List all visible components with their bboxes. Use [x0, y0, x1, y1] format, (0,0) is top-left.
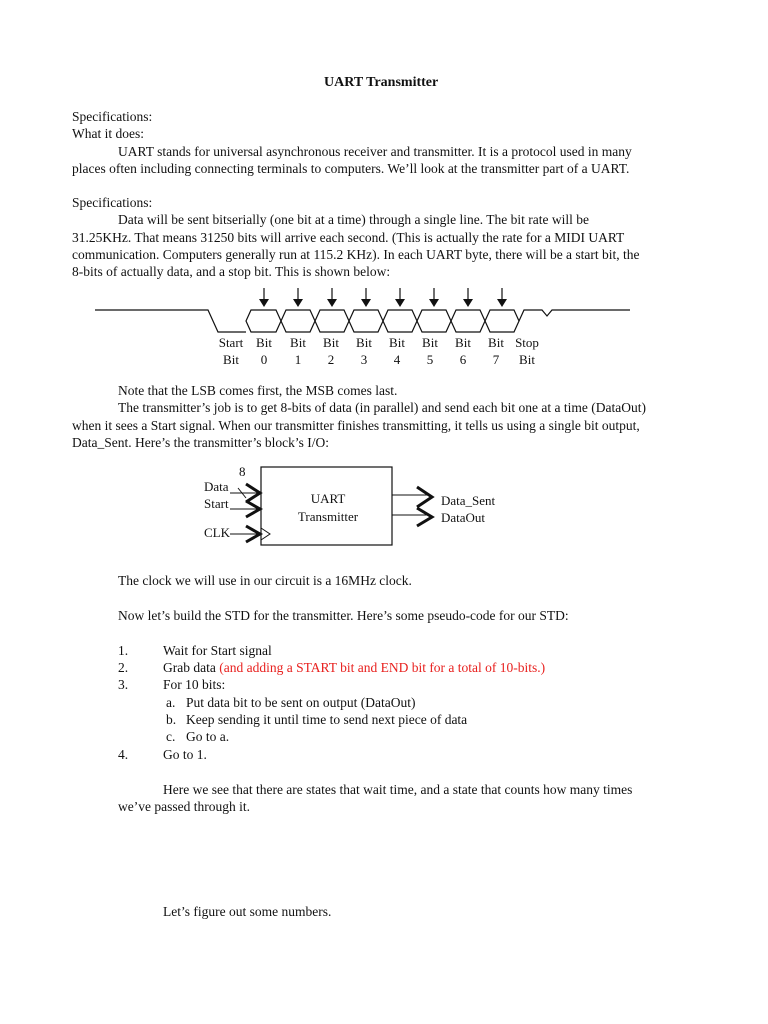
job-paragraph-line: Data_Sent. Here’s the transmitter’s block’s I/O: [72, 435, 329, 450]
sublist-item-letter: c. [166, 729, 176, 744]
list-item-text [163, 659, 545, 676]
wave-label-stop: Stop [515, 335, 539, 350]
wave-label-bit: Bit [323, 335, 339, 350]
input-data-label: Data [204, 479, 229, 494]
sublist-item-letter: a. [166, 695, 176, 710]
list-item-number: 3. [118, 677, 129, 692]
intro-paragraph-line: places often including connecting terminals to computers. We’ll look at the transmitter part of a UART. [72, 161, 630, 176]
wave-label-start: Start [218, 335, 244, 350]
specs-paragraph-line: communication. Computers generally run at 115.2 KHz). In each UART byte, there will be a start bit, the [72, 247, 640, 262]
lsb-note: Note that the LSB comes first, the MSB comes last. [118, 383, 398, 398]
bus-width-label: 8 [239, 464, 246, 479]
wave-label-bit: Bit [290, 335, 306, 350]
idle-line [95, 310, 246, 332]
wave-label-bit: 0 [260, 352, 268, 367]
wave-label-bit: 2 [327, 352, 335, 367]
input-start-label: Start [204, 496, 229, 511]
wave-label-bit: 1 [294, 352, 302, 367]
list-item-number: 1. [118, 643, 129, 658]
wave-label-start: Bit [223, 352, 239, 367]
wave-label-bit: Bit [256, 335, 272, 350]
specifications-heading: Specifications: [72, 195, 153, 210]
transmitter-block [261, 467, 392, 545]
wave-label-bit: 6 [459, 352, 467, 367]
list-item-number: 4. [118, 747, 129, 762]
sublist-item-letter: b. [166, 712, 177, 727]
states-paragraph-line: Here we see that there are states that wait time, and a state that counts how many times [163, 782, 633, 797]
specs-paragraph-line: Data will be sent bitserially (one bit at a time) through a single line. The bit rate will be [118, 212, 589, 227]
data-bit-cells [246, 310, 519, 332]
block-name-line2: Transmitter [297, 509, 359, 524]
input-clk-label: CLK [204, 525, 230, 540]
wave-label-bit: 3 [360, 352, 368, 367]
sublist-item-text: Keep sending it until time to send next piece of data [186, 712, 468, 727]
block-io-diagram [0, 460, 768, 560]
sublist-item-text: Put data bit to be sent on output (DataOut) [186, 695, 416, 710]
std-intro-paragraph: Now let’s build the STD for the transmitter. Here’s some pseudo-code for our STD: [118, 608, 569, 623]
list-item-text-plain: Grab data [163, 660, 220, 675]
wave-label-bit: 5 [426, 352, 434, 367]
output-data-sent-label: Data_Sent [441, 493, 496, 508]
stop-line [519, 310, 630, 321]
wave-label-bit: Bit [422, 335, 438, 350]
wave-label-bit: 4 [393, 352, 401, 367]
output-dataout-label: DataOut [441, 510, 486, 525]
uart-waveform-diagram [0, 282, 768, 392]
what-it-does-heading: What it does: [72, 126, 144, 141]
sublist-item-text: Go to a. [186, 729, 230, 744]
red-annotation: (and adding a START bit and END bit for a total of 10-bits.) [219, 660, 546, 675]
list-item-text: Wait for Start signal [163, 643, 272, 658]
wave-label-bit: Bit [455, 335, 471, 350]
job-paragraph-line: The transmitter’s job is to get 8-bits of data (in parallel) and send each bit one at a time (DataOut) [118, 400, 646, 415]
numbers-paragraph: Let’s figure out some numbers. [163, 904, 332, 919]
list-item-text: Go to 1. [163, 747, 207, 762]
specs-paragraph-line: 31.25KHz. That means 31250 bits will arrive each second. (This is actually the rate for a MIDI UART [72, 230, 625, 245]
wave-label-stop: Bit [519, 352, 535, 367]
block-name-line1: UART [310, 491, 346, 506]
wave-label-bit: Bit [488, 335, 504, 350]
page-title: UART Transmitter [324, 75, 439, 90]
specs-heading: Specifications: [72, 109, 153, 124]
list-item-text: For 10 bits: [163, 677, 226, 692]
list-item-number: 2. [118, 660, 129, 675]
job-paragraph-line: when it sees a Start signal. When our transmitter finishes transmitting, it tells us using a single bit output, [72, 418, 640, 433]
wave-label-bit: 7 [492, 352, 500, 367]
states-paragraph-line: we’ve passed through it. [118, 799, 250, 814]
clock-paragraph: The clock we will use in our circuit is a 16MHz clock. [118, 573, 412, 588]
specs-paragraph-line: 8-bits of actually data, and a stop bit. This is shown below: [72, 264, 391, 279]
wave-label-bit: Bit [389, 335, 405, 350]
wave-label-bit: Bit [356, 335, 372, 350]
intro-paragraph-line: UART stands for universal asynchronous receiver and transmitter. It is a protocol used in many [118, 144, 632, 159]
